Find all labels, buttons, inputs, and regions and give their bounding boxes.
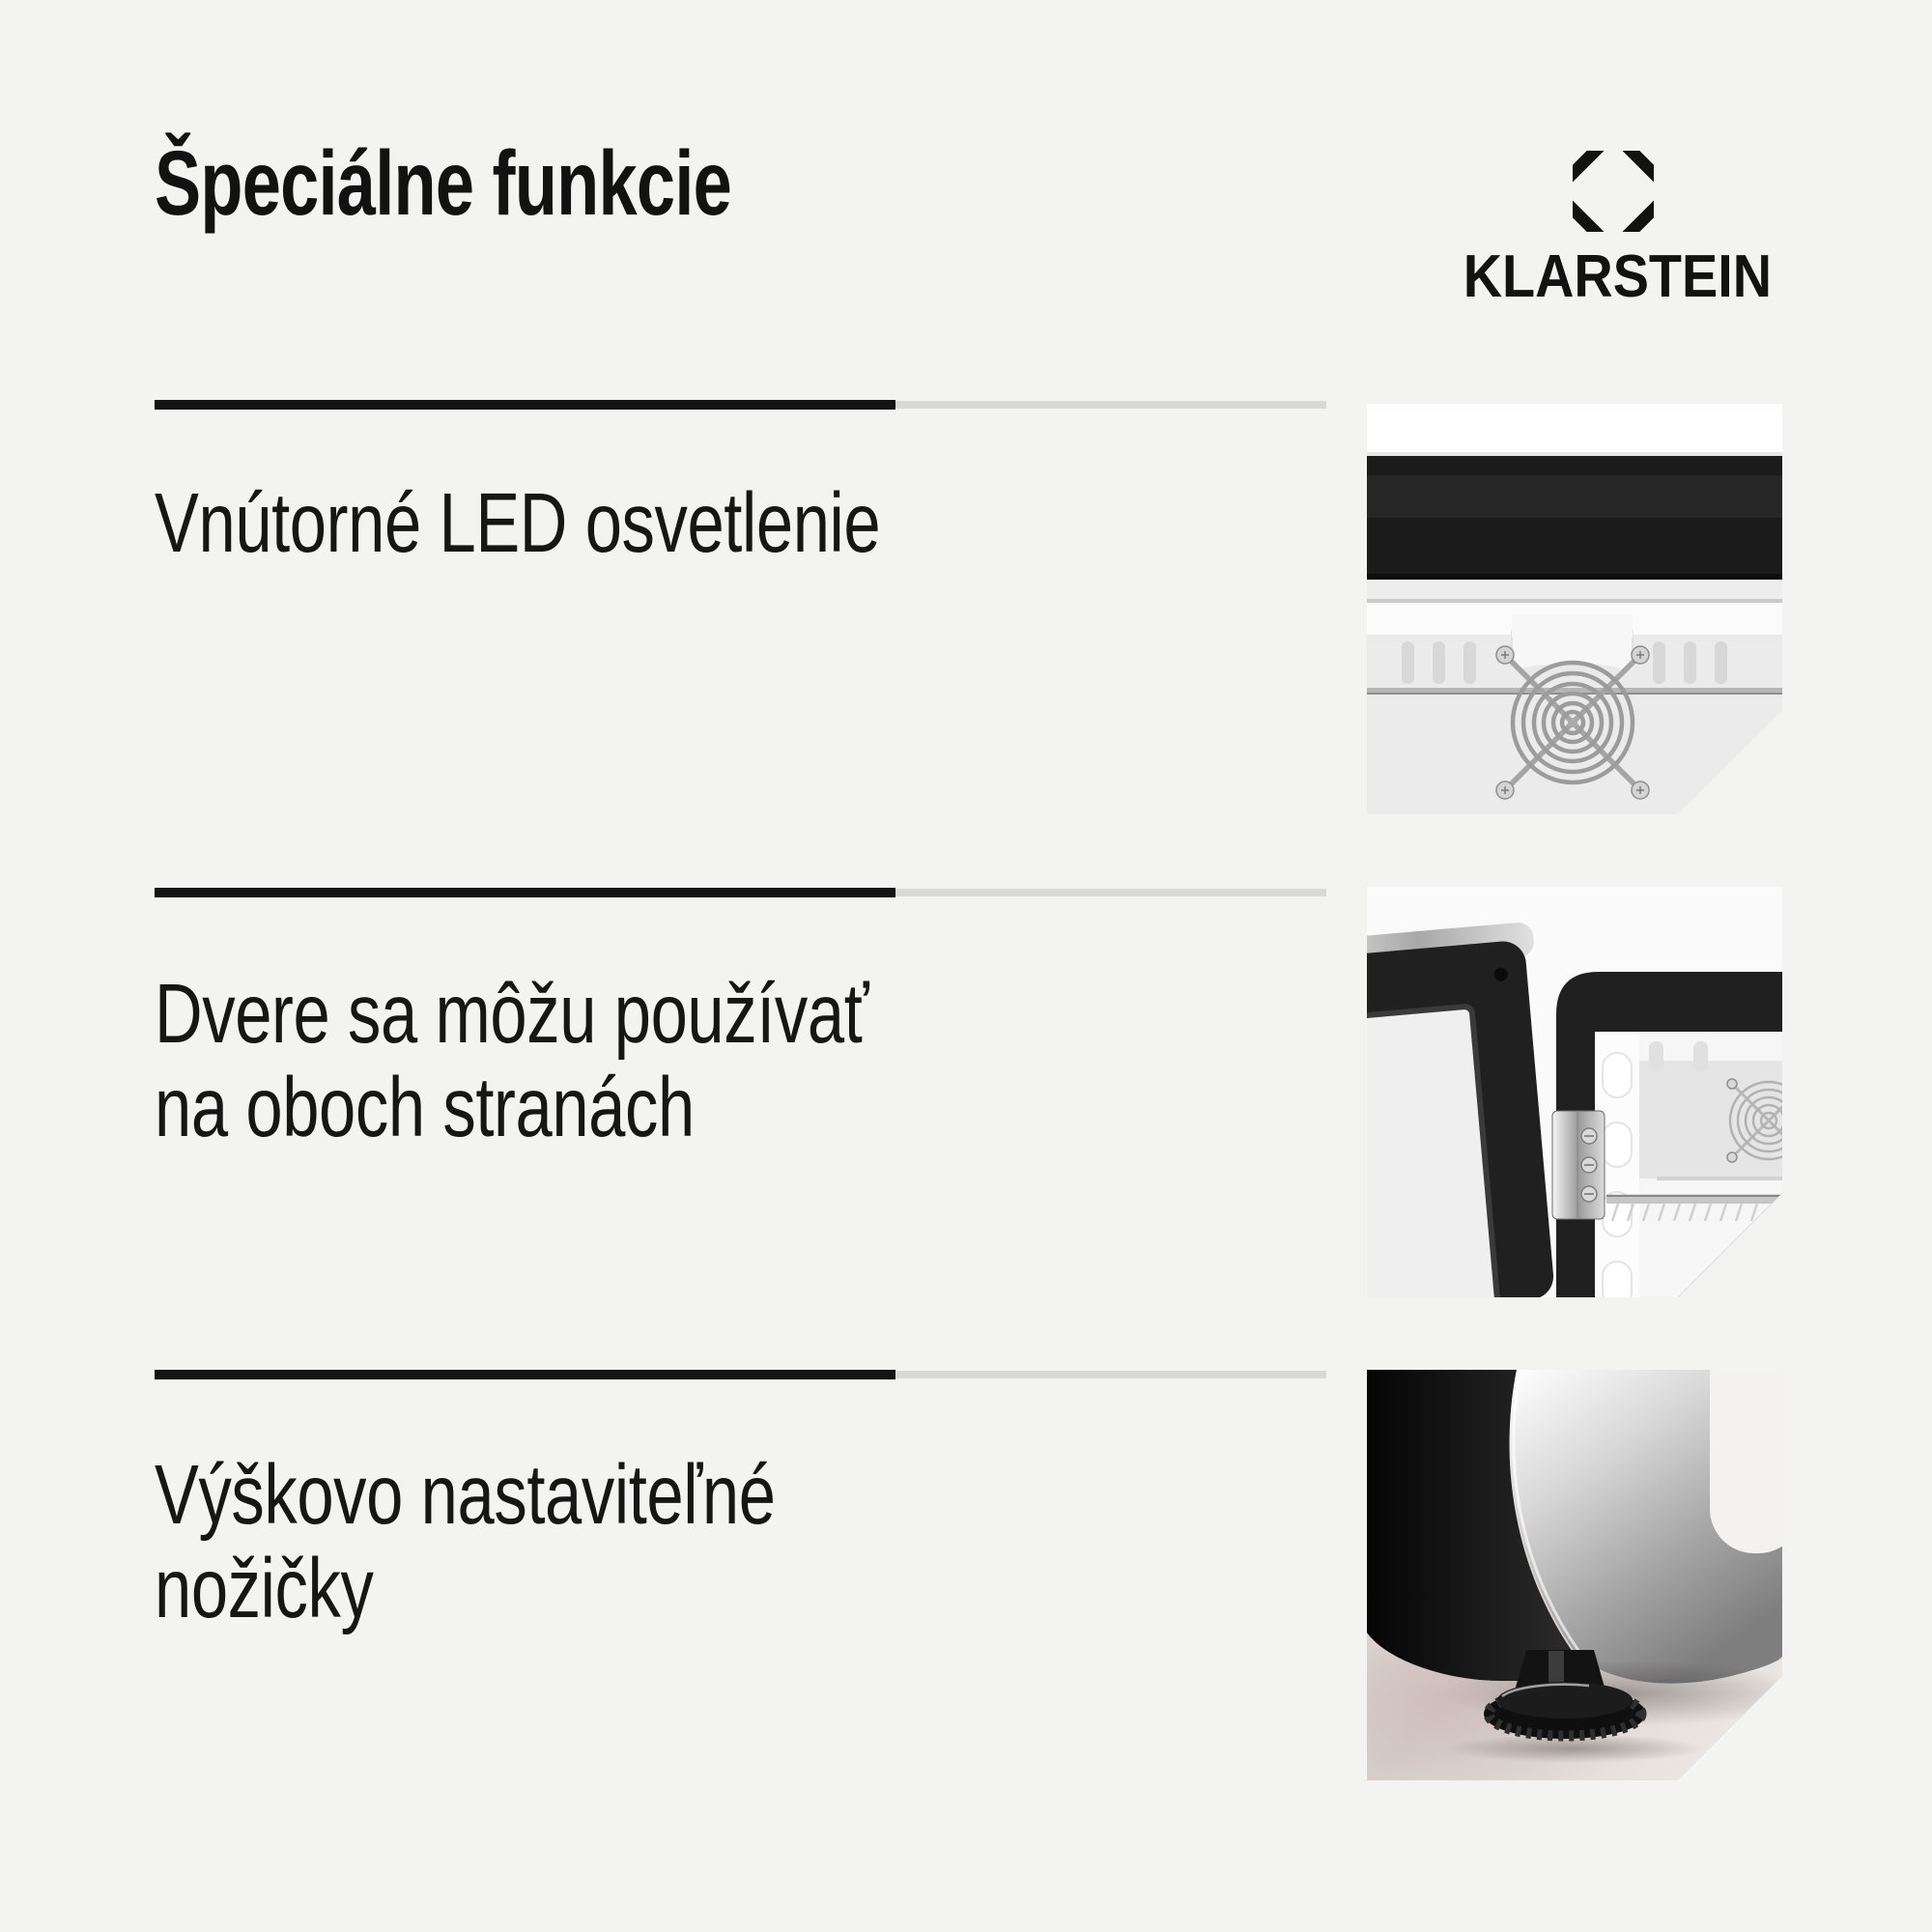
feature-text-led-lighting: Vnútorné LED osvetlenie xyxy=(155,476,881,570)
feature-image-reversible-door xyxy=(1367,887,1782,1297)
divider-black-segment xyxy=(155,400,895,410)
klarstein-logo-icon xyxy=(1573,151,1654,232)
section-divider-3 xyxy=(155,1370,1326,1379)
fridge-underside-fan-grille-illustration xyxy=(1367,404,1782,814)
page-title xyxy=(155,132,914,235)
reversible-door-hinge-illustration xyxy=(1367,887,1782,1297)
divider-black-segment xyxy=(155,1370,895,1379)
divider-gray-segment xyxy=(895,889,1326,896)
feature-image-led-lighting xyxy=(1367,404,1782,814)
divider-gray-segment xyxy=(895,1371,1326,1378)
feature-text-reversible-door: Dvere sa môžu používať na oboch stranách xyxy=(155,967,869,1154)
divider-black-segment xyxy=(155,888,895,897)
feature-text-adjustable-feet: Výškovo nastaviteľné nožičky xyxy=(155,1448,776,1635)
divider-gray-segment xyxy=(895,401,1326,409)
section-divider-2 xyxy=(155,888,1326,897)
feature-image-adjustable-feet xyxy=(1367,1370,1782,1780)
height-adjustable-foot-illustration xyxy=(1367,1370,1782,1780)
page-title-text: Špeciálne funkcie xyxy=(155,132,732,235)
section-divider-1 xyxy=(155,400,1326,410)
klarstein-wordmark: KLARSTEIN xyxy=(1463,243,1772,310)
